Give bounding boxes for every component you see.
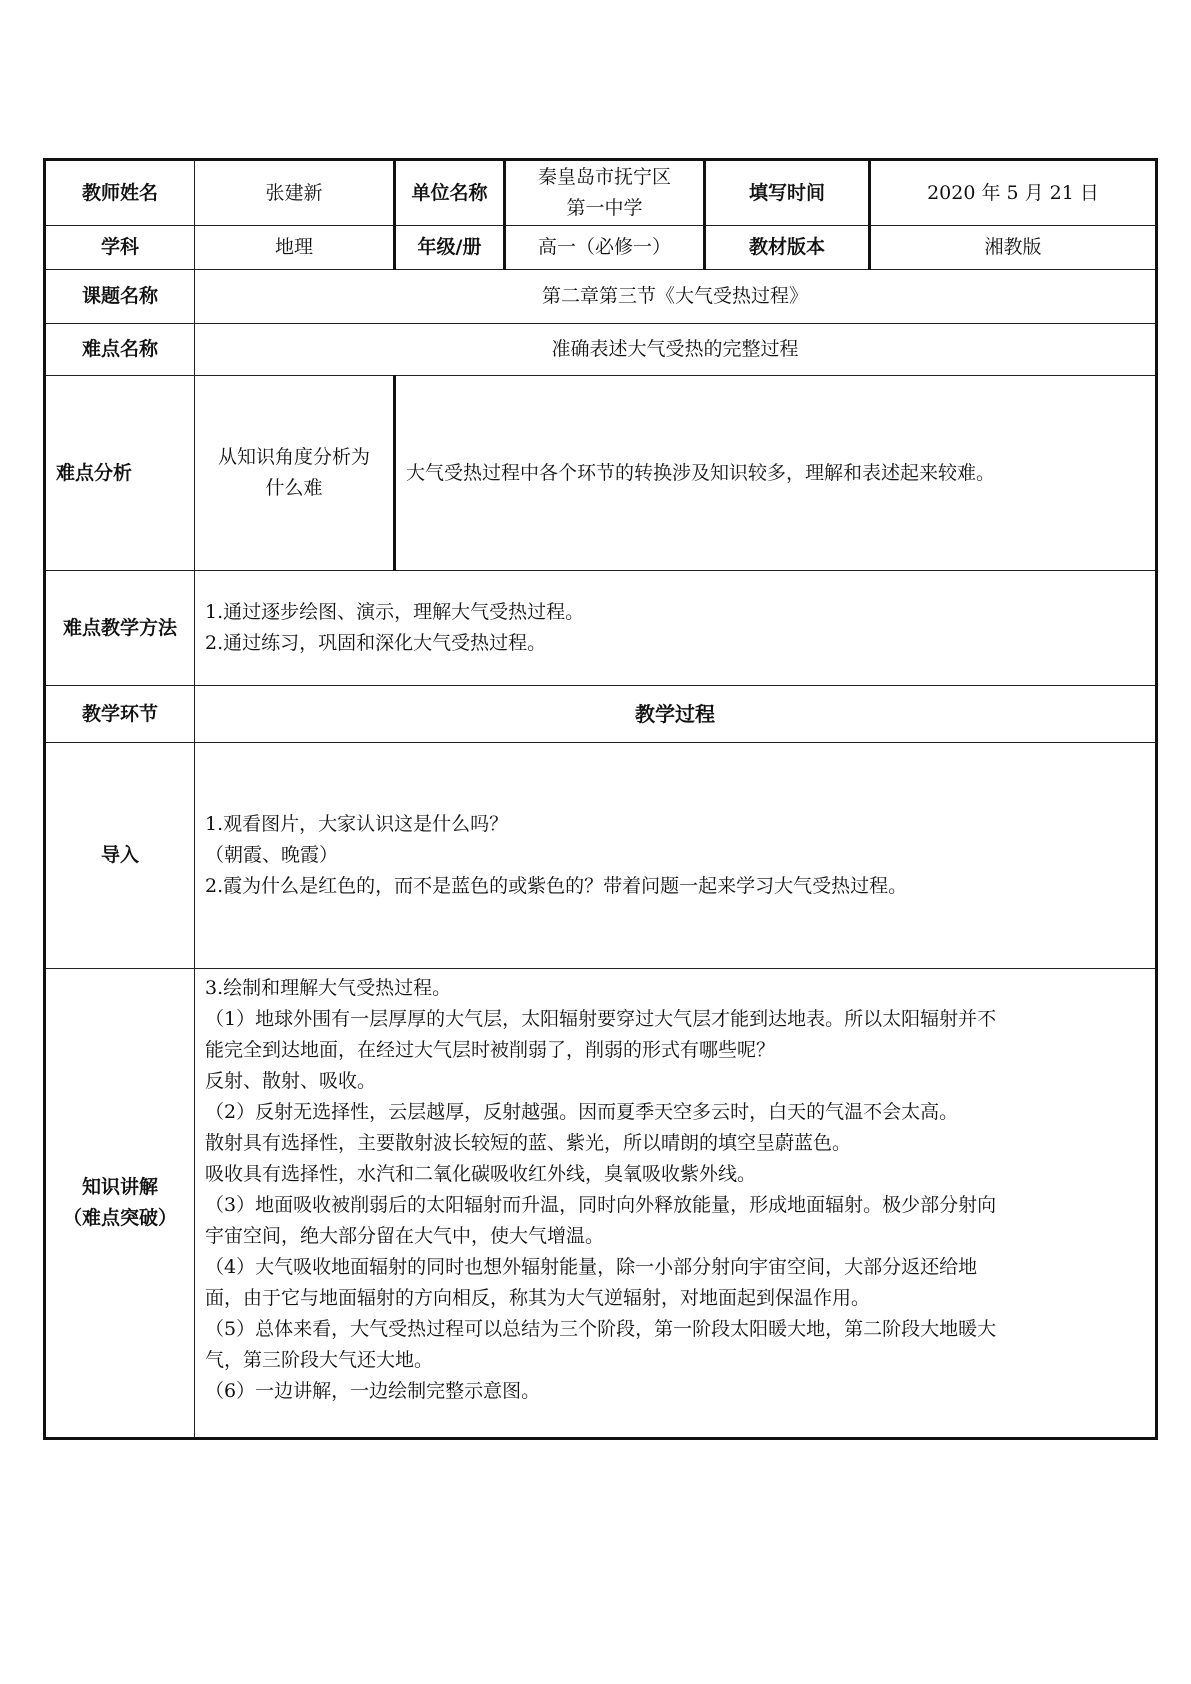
- method-line-2: 2.通过练习，巩固和深化大气受热过程。: [205, 632, 547, 654]
- topic-value: 第二章第三节《大气受热过程》: [195, 270, 1157, 324]
- analysis-sub-label-line-1: 从知识角度分析为: [217, 446, 370, 468]
- knowledge-line: （3）地面吸收被削弱后的太阳辐射而升温，同时向外释放能量，形成地面辐射。极少部分射向: [205, 1194, 997, 1216]
- difficulty-value: 准确表述大气受热的完整过程: [195, 324, 1157, 376]
- knowledge-line: 能完全到达地面，在经过大气层时被削弱了，削弱的形式有哪些呢？: [205, 1039, 776, 1061]
- teacher-value: 张建新: [195, 160, 395, 226]
- method-text: [195, 571, 1157, 686]
- unit-value-line-2: 第一中学: [566, 197, 643, 219]
- knowledge-line: 宇宙空间，绝大部分留在大气中，使大气增温。: [205, 1225, 605, 1247]
- edition-label: 教材版本: [705, 226, 870, 270]
- process-value: 教学过程: [195, 686, 1157, 743]
- knowledge-line: 3.绘制和理解大气受热过程。: [205, 977, 452, 999]
- knowledge-line: （1）地球外围有一层厚厚的大气层，太阳辐射要穿过大气层才能到达地表。所以太阳辐射并不: [205, 1008, 997, 1030]
- subject-value: 地理: [195, 226, 395, 270]
- teacher-label: 教师姓名: [45, 160, 195, 226]
- analysis-sub-label: [195, 376, 395, 571]
- unit-value: [505, 160, 705, 226]
- knowledge-line: （6）一边讲解，一边绘制完整示意图。: [205, 1380, 541, 1402]
- grade-value: 高一（必修一）: [505, 226, 705, 270]
- grade-label: 年级/册: [395, 226, 505, 270]
- analysis-sub-label-line-2: 什么难: [265, 477, 323, 499]
- intro-line-1: 1.观看图片，大家认识这是什么吗？: [205, 813, 509, 835]
- lesson-plan-table: [43, 158, 1158, 1440]
- knowledge-line: 反射、散射、吸收。: [205, 1070, 377, 1092]
- date-value: 2020 年 5 月 21 日: [870, 160, 1157, 226]
- knowledge-line: 吸收具有选择性，水汽和二氧化碳吸收红外线，臭氧吸收紫外线。: [205, 1163, 757, 1185]
- knowledge-line: （5）总体来看，大气受热过程可以总结为三个阶段，第一阶段太阳暖大地，第二阶段大地暖大: [205, 1318, 997, 1340]
- unit-value-line-1: 秦皇岛市抚宁区: [537, 166, 671, 188]
- intro-line-3: 2.霞为什么是红色的，而不是蓝色的或紫色的？带着问题一起来学习大气受热过程。: [205, 875, 908, 897]
- method-line-1: 1.通过逐步绘图、演示，理解大气受热过程。: [205, 601, 585, 623]
- knowledge-label-line-1: 知识讲解: [81, 1176, 158, 1198]
- knowledge-line: （4）大气吸收地面辐射的同时也想外辐射能量，除一小部分射向宇宙空间，大部分返还给地: [205, 1256, 978, 1278]
- unit-label: 单位名称: [395, 160, 505, 226]
- knowledge-line: 面，由于它与地面辐射的方向相反，称其为大气逆辐射，对地面起到保温作用。: [205, 1287, 871, 1309]
- knowledge-label-line-2: （难点突破）: [62, 1207, 177, 1229]
- knowledge-label: [45, 969, 195, 1439]
- subject-label: 学科: [45, 226, 195, 270]
- knowledge-line: 散射具有选择性，主要散射波长较短的蓝、紫光，所以晴朗的填空呈蔚蓝色。: [205, 1132, 852, 1154]
- process-label: 教学环节: [45, 686, 195, 743]
- difficulty-label: 难点名称: [45, 324, 195, 376]
- knowledge-line: （2）反射无选择性，云层越厚，反射越强。因而夏季天空多云时，白天的气温不会太高。: [205, 1101, 959, 1123]
- knowledge-text: [195, 969, 1157, 1439]
- intro-line-2: （朝霞、晚霞）: [205, 844, 339, 866]
- method-label: 难点教学方法: [45, 571, 195, 686]
- lesson-plan-form: [43, 158, 1155, 1440]
- knowledge-line: 气，第三阶段大气还大地。: [205, 1349, 434, 1371]
- intro-label: 导入: [45, 743, 195, 969]
- analysis-label: 难点分析: [45, 376, 195, 571]
- edition-value: 湘教版: [870, 226, 1157, 270]
- analysis-text: 大气受热过程中各个环节的转换涉及知识较多，理解和表述起来较难。: [395, 376, 1157, 571]
- topic-label: 课题名称: [45, 270, 195, 324]
- intro-text: [195, 743, 1157, 969]
- date-label: 填写时间: [705, 160, 870, 226]
